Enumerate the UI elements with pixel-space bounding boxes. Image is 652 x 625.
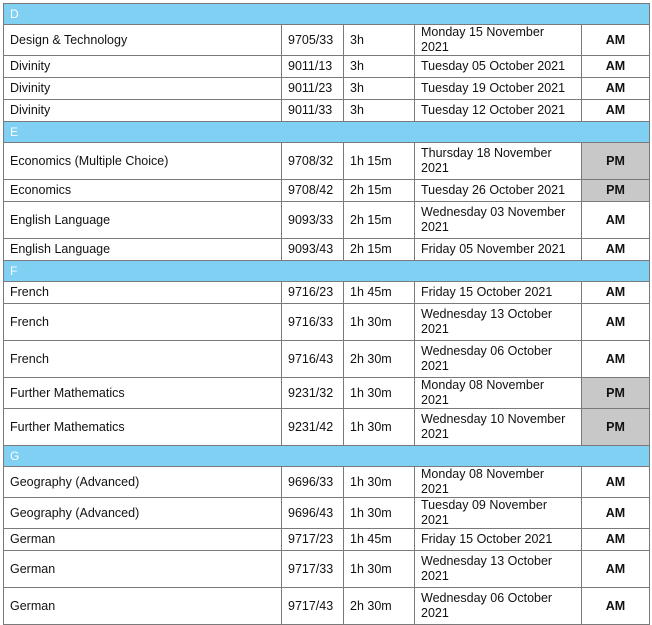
- table-row: [4, 180, 650, 202]
- code-cell: 9093/43: [282, 239, 344, 261]
- code-cell: 9231/42: [282, 409, 344, 446]
- session-cell: AM: [582, 202, 650, 239]
- table-row: [4, 100, 650, 122]
- session-cell: AM: [582, 282, 650, 304]
- date-cell: Monday 08 November 2021: [415, 378, 582, 409]
- session-cell: AM: [582, 100, 650, 122]
- duration-cell: 2h 30m: [344, 341, 415, 378]
- code-cell: 9705/33: [282, 25, 344, 56]
- subject-cell: Divinity: [4, 78, 282, 100]
- date-cell: Wednesday 06 October 2021: [415, 588, 582, 625]
- code-cell: 9717/23: [282, 529, 344, 551]
- table-row: [4, 529, 650, 551]
- table-row: [4, 56, 650, 78]
- duration-cell: 2h 15m: [344, 239, 415, 261]
- duration-cell: 1h 30m: [344, 498, 415, 529]
- session-cell: AM: [582, 25, 650, 56]
- duration-cell: 1h 30m: [344, 467, 415, 498]
- session-cell: AM: [582, 498, 650, 529]
- code-cell: 9716/23: [282, 282, 344, 304]
- timetable-body: [4, 4, 650, 625]
- session-cell: AM: [582, 467, 650, 498]
- duration-cell: 1h 45m: [344, 282, 415, 304]
- session-cell: AM: [582, 529, 650, 551]
- section-header-row: [4, 446, 650, 467]
- code-cell: 9717/33: [282, 551, 344, 588]
- code-cell: 9708/42: [282, 180, 344, 202]
- subject-cell: French: [4, 282, 282, 304]
- duration-cell: 2h 30m: [344, 588, 415, 625]
- table-row: [4, 25, 650, 56]
- session-cell: AM: [582, 239, 650, 261]
- date-cell: Friday 15 October 2021: [415, 529, 582, 551]
- date-cell: Wednesday 13 October 2021: [415, 551, 582, 588]
- subject-cell: Design & Technology: [4, 25, 282, 56]
- table-row: [4, 143, 650, 180]
- code-cell: 9696/43: [282, 498, 344, 529]
- subject-cell: German: [4, 588, 282, 625]
- subject-cell: Divinity: [4, 56, 282, 78]
- table-row: [4, 551, 650, 588]
- duration-cell: 1h 30m: [344, 409, 415, 446]
- duration-cell: 2h 15m: [344, 180, 415, 202]
- code-cell: 9011/23: [282, 78, 344, 100]
- code-cell: 9011/13: [282, 56, 344, 78]
- date-cell: Tuesday 05 October 2021: [415, 56, 582, 78]
- subject-cell: German: [4, 551, 282, 588]
- table-row: [4, 409, 650, 446]
- date-cell: Tuesday 26 October 2021: [415, 180, 582, 202]
- table-row: [4, 78, 650, 100]
- subject-cell: Geography (Advanced): [4, 498, 282, 529]
- date-cell: Monday 08 November 2021: [415, 467, 582, 498]
- table-row: [4, 202, 650, 239]
- table-row: [4, 304, 650, 341]
- session-cell: PM: [582, 409, 650, 446]
- duration-cell: 3h: [344, 100, 415, 122]
- section-header-row: [4, 122, 650, 143]
- table-row: [4, 378, 650, 409]
- subject-cell: Economics: [4, 180, 282, 202]
- duration-cell: 3h: [344, 25, 415, 56]
- duration-cell: 1h 45m: [344, 529, 415, 551]
- date-cell: Friday 15 October 2021: [415, 282, 582, 304]
- duration-cell: 3h: [344, 78, 415, 100]
- subject-cell: Geography (Advanced): [4, 467, 282, 498]
- subject-cell: English Language: [4, 202, 282, 239]
- exam-timetable: [3, 3, 650, 625]
- code-cell: 9717/43: [282, 588, 344, 625]
- duration-cell: 3h: [344, 56, 415, 78]
- session-cell: AM: [582, 78, 650, 100]
- session-cell: AM: [582, 304, 650, 341]
- date-cell: Thursday 18 November 2021: [415, 143, 582, 180]
- date-cell: Monday 15 November 2021: [415, 25, 582, 56]
- subject-cell: Further Mathematics: [4, 378, 282, 409]
- table-row: [4, 341, 650, 378]
- date-cell: Wednesday 13 October 2021: [415, 304, 582, 341]
- subject-cell: German: [4, 529, 282, 551]
- subject-cell: Further Mathematics: [4, 409, 282, 446]
- session-cell: AM: [582, 551, 650, 588]
- section-header-row: [4, 4, 650, 25]
- subject-cell: Economics (Multiple Choice): [4, 143, 282, 180]
- table-row: [4, 467, 650, 498]
- date-cell: Friday 05 November 2021: [415, 239, 582, 261]
- duration-cell: 1h 30m: [344, 378, 415, 409]
- table-row: [4, 498, 650, 529]
- subject-cell: French: [4, 304, 282, 341]
- table-row: [4, 588, 650, 625]
- session-cell: PM: [582, 143, 650, 180]
- session-cell: AM: [582, 341, 650, 378]
- session-cell: AM: [582, 56, 650, 78]
- subject-cell: Divinity: [4, 100, 282, 122]
- session-cell: PM: [582, 378, 650, 409]
- duration-cell: 1h 30m: [344, 551, 415, 588]
- code-cell: 9708/32: [282, 143, 344, 180]
- code-cell: 9716/43: [282, 341, 344, 378]
- subject-cell: French: [4, 341, 282, 378]
- section-letter: D: [4, 4, 650, 25]
- code-cell: 9696/33: [282, 467, 344, 498]
- code-cell: 9716/33: [282, 304, 344, 341]
- date-cell: Wednesday 06 October 2021: [415, 341, 582, 378]
- code-cell: 9231/32: [282, 378, 344, 409]
- code-cell: 9011/33: [282, 100, 344, 122]
- subject-cell: English Language: [4, 239, 282, 261]
- code-cell: 9093/33: [282, 202, 344, 239]
- duration-cell: 2h 15m: [344, 202, 415, 239]
- section-header-row: [4, 261, 650, 282]
- session-cell: AM: [582, 588, 650, 625]
- session-cell: PM: [582, 180, 650, 202]
- date-cell: Tuesday 12 October 2021: [415, 100, 582, 122]
- date-cell: Tuesday 09 November 2021: [415, 498, 582, 529]
- table-row: [4, 282, 650, 304]
- duration-cell: 1h 30m: [344, 304, 415, 341]
- section-letter: G: [4, 446, 650, 467]
- date-cell: Wednesday 10 November 2021: [415, 409, 582, 446]
- date-cell: Wednesday 03 November 2021: [415, 202, 582, 239]
- section-letter: F: [4, 261, 650, 282]
- duration-cell: 1h 15m: [344, 143, 415, 180]
- section-letter: E: [4, 122, 650, 143]
- date-cell: Tuesday 19 October 2021: [415, 78, 582, 100]
- table-row: [4, 239, 650, 261]
